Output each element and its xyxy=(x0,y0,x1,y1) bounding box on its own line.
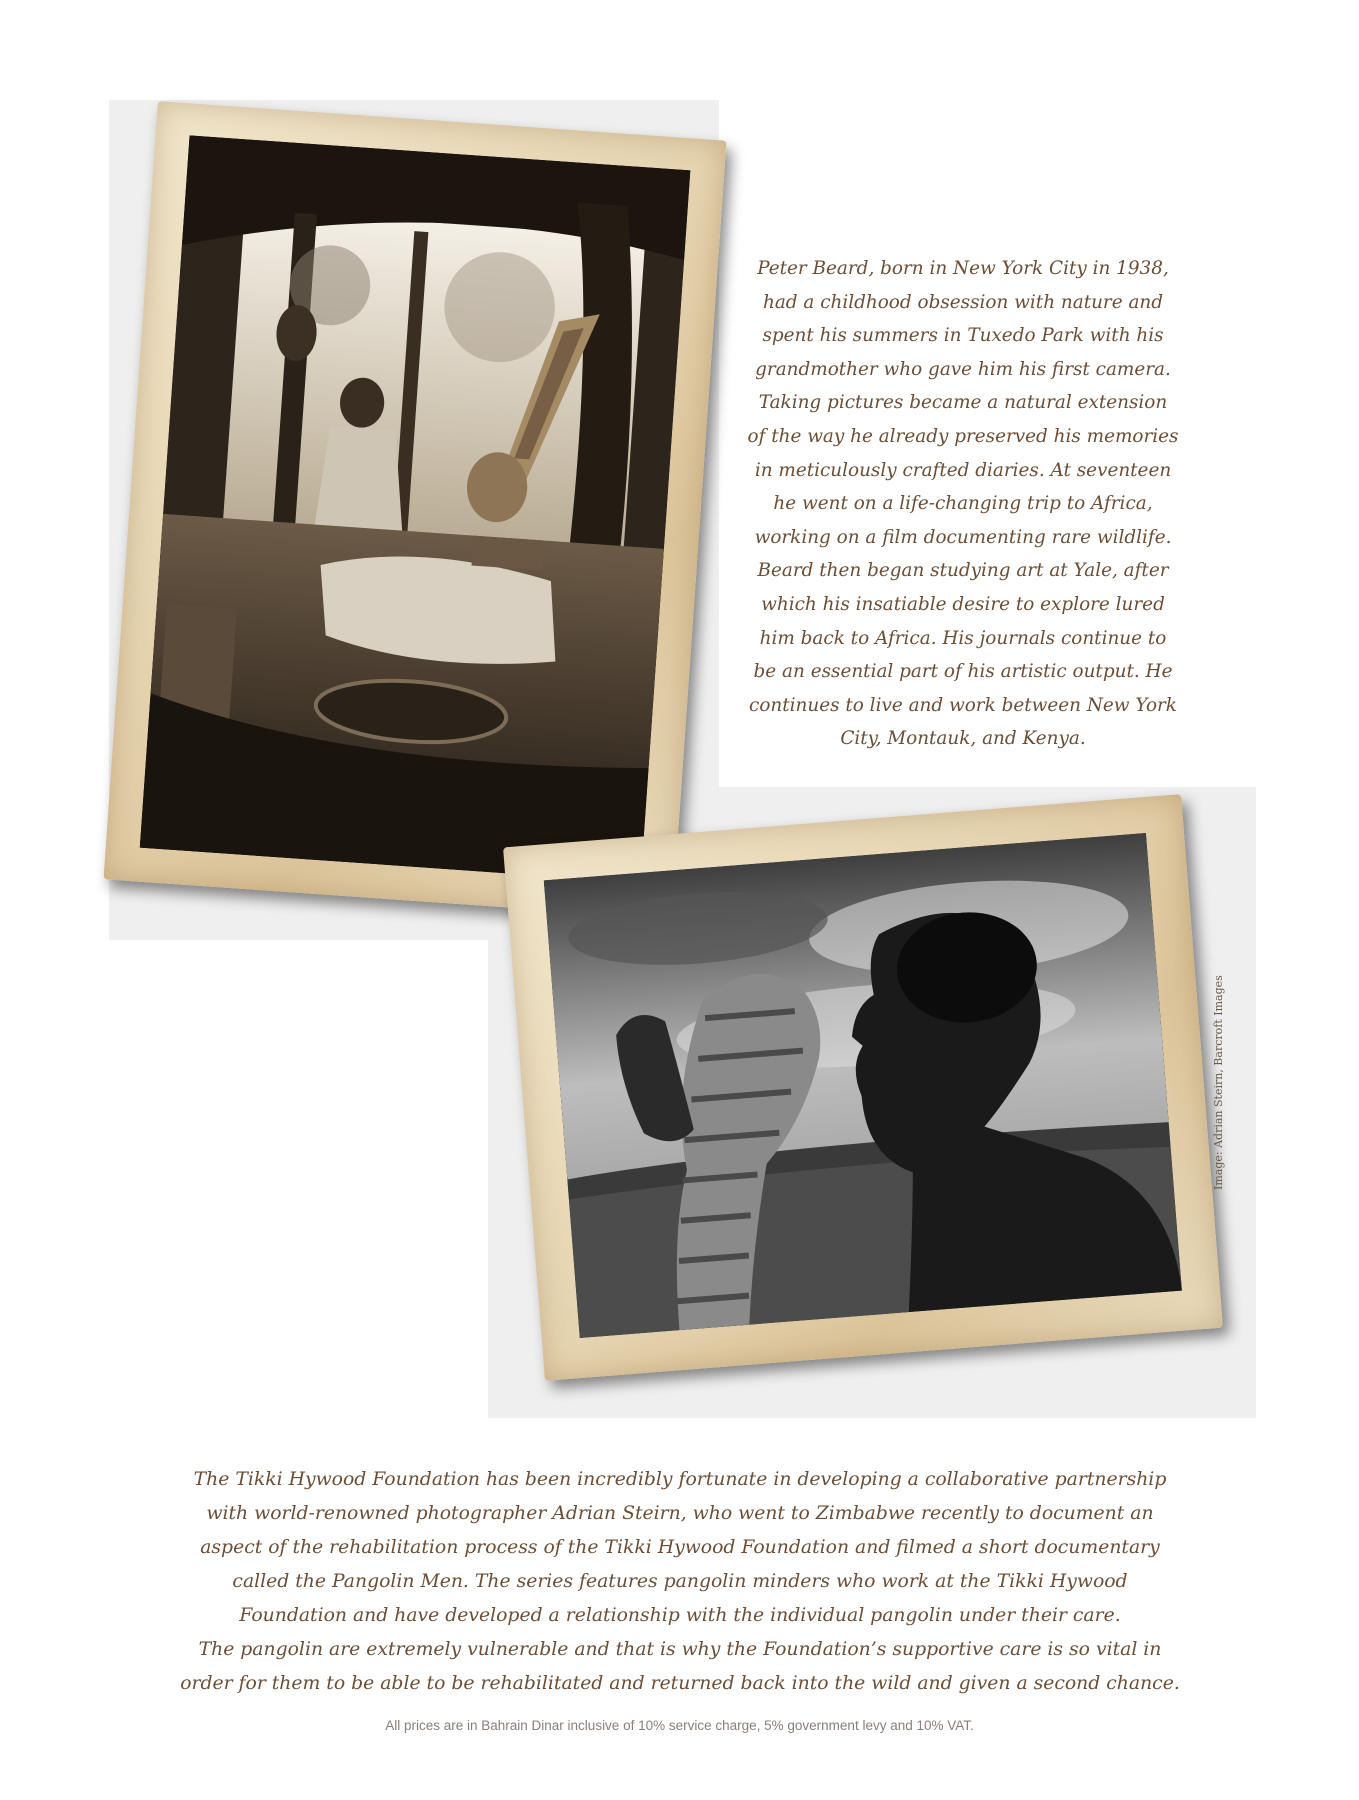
bio-line: Peter Beard, born in New York City in 1938, xyxy=(757,258,1169,279)
foundation-line: called the Pangolin Men. The series features pangolin minders who work at the Tikki Hywood xyxy=(232,1571,1128,1592)
foundation-line: with world-renowned photographer Adrian Steirn, who went to Zimbabwe recently to document an xyxy=(206,1503,1154,1524)
bio-line: grandmother who gave him his first camera. xyxy=(755,358,1171,380)
bio-line: be an essential part of his artistic output. He xyxy=(753,661,1173,683)
bio-line: in meticulously crafted diaries. At seventeen xyxy=(754,459,1172,481)
vintage-photo-card-giraffe xyxy=(103,101,726,919)
foundation-line: order for them to be able to be rehabilitated and returned back into the wild and given a second chance. xyxy=(180,1673,1180,1694)
bio-line: spent his summers in Tuxedo Park with his xyxy=(762,325,1164,347)
bio-line: Beard then began studying art at Yale, after xyxy=(757,560,1169,582)
photo-pangolin-man xyxy=(544,833,1182,1338)
bio-line: continues to live and work between New York xyxy=(749,694,1177,716)
bio-line: him back to Africa. His journals continue to xyxy=(759,627,1167,649)
foundation-line: aspect of the rehabilitation process of the Tikki Hywood Foundation and filmed a short documentary xyxy=(200,1537,1160,1558)
foundation-line: The pangolin are extremely vulnerable and that is why the Foundation’s supportive care is so vital in xyxy=(198,1639,1162,1660)
peter-beard-biography xyxy=(738,252,1188,756)
bio-line: working on a film documenting rare wildlife. xyxy=(754,526,1172,548)
tikki-hywood-foundation-paragraph xyxy=(150,1463,1210,1701)
bio-line: he went on a life-changing trip to Africa, xyxy=(773,493,1153,515)
foundation-line: Foundation and have developed a relationship with the individual pangolin under their care. xyxy=(239,1605,1121,1626)
bio-line: had a childhood obsession with nature and xyxy=(762,291,1164,313)
bio-line: City, Montauk, and Kenya. xyxy=(840,728,1086,750)
photo-credit: Image: Adrian Steirn, Barcroft Images xyxy=(1212,975,1225,1190)
bio-line: of the way he already preserved his memories xyxy=(747,425,1179,447)
price-footnote: All prices are in Bahrain Dinar inclusive of 10% service charge, 5% government levy and 10% VAT. xyxy=(385,1718,974,1733)
photo-giraffe-camp xyxy=(140,135,691,882)
foundation-line: The Tikki Hywood Foundation has been incredibly fortunate in developing a collaborative partnership xyxy=(193,1469,1167,1490)
vintage-photo-card-pangolin xyxy=(503,794,1223,1381)
bio-line: which his insatiable desire to explore lured xyxy=(761,593,1165,615)
bio-line: Taking pictures became a natural extension xyxy=(758,392,1168,414)
